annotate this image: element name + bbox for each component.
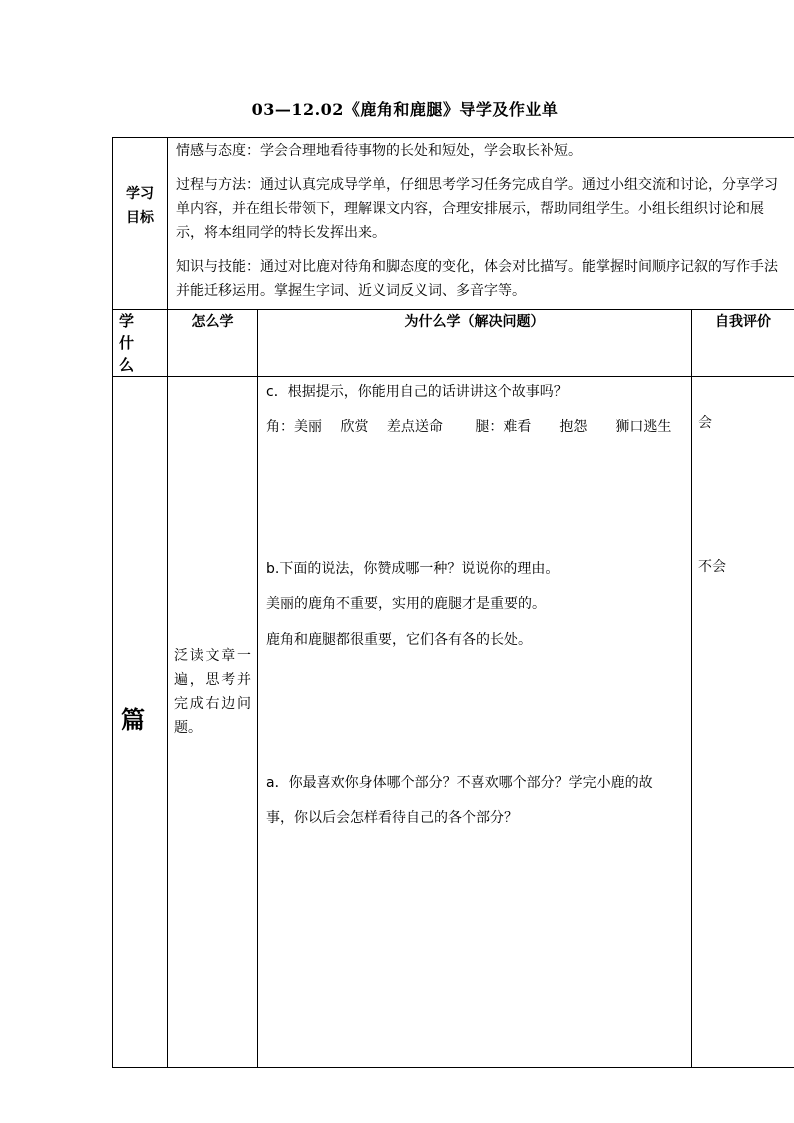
why-cell (258, 377, 692, 1068)
header-self-eval: 自我评价 (692, 310, 794, 377)
how-cell: 泛读文章一遍，思考并完成右边问题。 (168, 377, 258, 1068)
question-c-hint: 角：美丽 欣赏 差点送命 腿：难看 抱怨 狮口逃生 (266, 419, 672, 435)
question-b: b.下面的说法，你赞成哪一种？说说你的理由。 (266, 561, 560, 577)
document-title-text: 03—12.02《鹿角和鹿腿》导学及作业单 (251, 100, 559, 119)
goals-text-cell (168, 138, 794, 310)
worksheet-table (112, 137, 794, 1068)
eval-no-option: 不会 (698, 559, 726, 575)
header-what: 学 什 么 (113, 310, 168, 377)
question-a-line1 (266, 771, 685, 795)
goal-emotion: 情感与态度：学会合理地看待事物的长处和短处，学会取长补短。 (176, 143, 582, 159)
question-b-option-1: 美丽的鹿角不重要，实用的鹿腿才是重要的。 (266, 596, 546, 612)
content-row (113, 377, 794, 1068)
eval-yes-option: 会 (698, 415, 712, 431)
goal-knowledge: 知识与技能：通过对比鹿对待角和脚态度的变化，体会对比描写。能掌握时间顺序记叙的写作手法并能迁移运用。掌握生字词、近义词反义词、多音字等。 (176, 259, 778, 299)
document-title (0, 97, 794, 120)
header-why: 为什么学（解决问题） (258, 310, 692, 377)
goals-label-line2: 目标 (126, 210, 154, 226)
header-row (113, 310, 794, 377)
chapter-cell (113, 377, 168, 1068)
header-how: 怎么学 (168, 310, 258, 377)
self-eval-cell (692, 377, 794, 1068)
question-a-line2: 事，你以后会怎样看待自己的各个部分？ (266, 810, 518, 826)
question-c: c．根据提示，你能用自己的话讲讲这个故事吗？ (266, 384, 568, 400)
question-a-text: a．你最喜欢你身体哪个部分？不喜欢哪个部分？学完小鹿的故 (266, 775, 653, 791)
goals-label-cell (113, 138, 168, 310)
goals-label-line1: 学习 (126, 186, 154, 202)
question-b-option-2: 鹿角和鹿腿都很重要，它们各有各的长处。 (266, 632, 532, 648)
goals-row (113, 138, 794, 310)
chapter-label: 篇 (121, 705, 145, 734)
goal-process: 过程与方法：通过认真完成导学单，仔细思考学习任务完成自学。通过小组交流和讨论，分享学习单内容，并在组长带领下，理解课文内容，合理安排展示，帮助同组学生。小组长组织讨论和展示，将本组同学的特长发挥出来。 (176, 177, 778, 241)
